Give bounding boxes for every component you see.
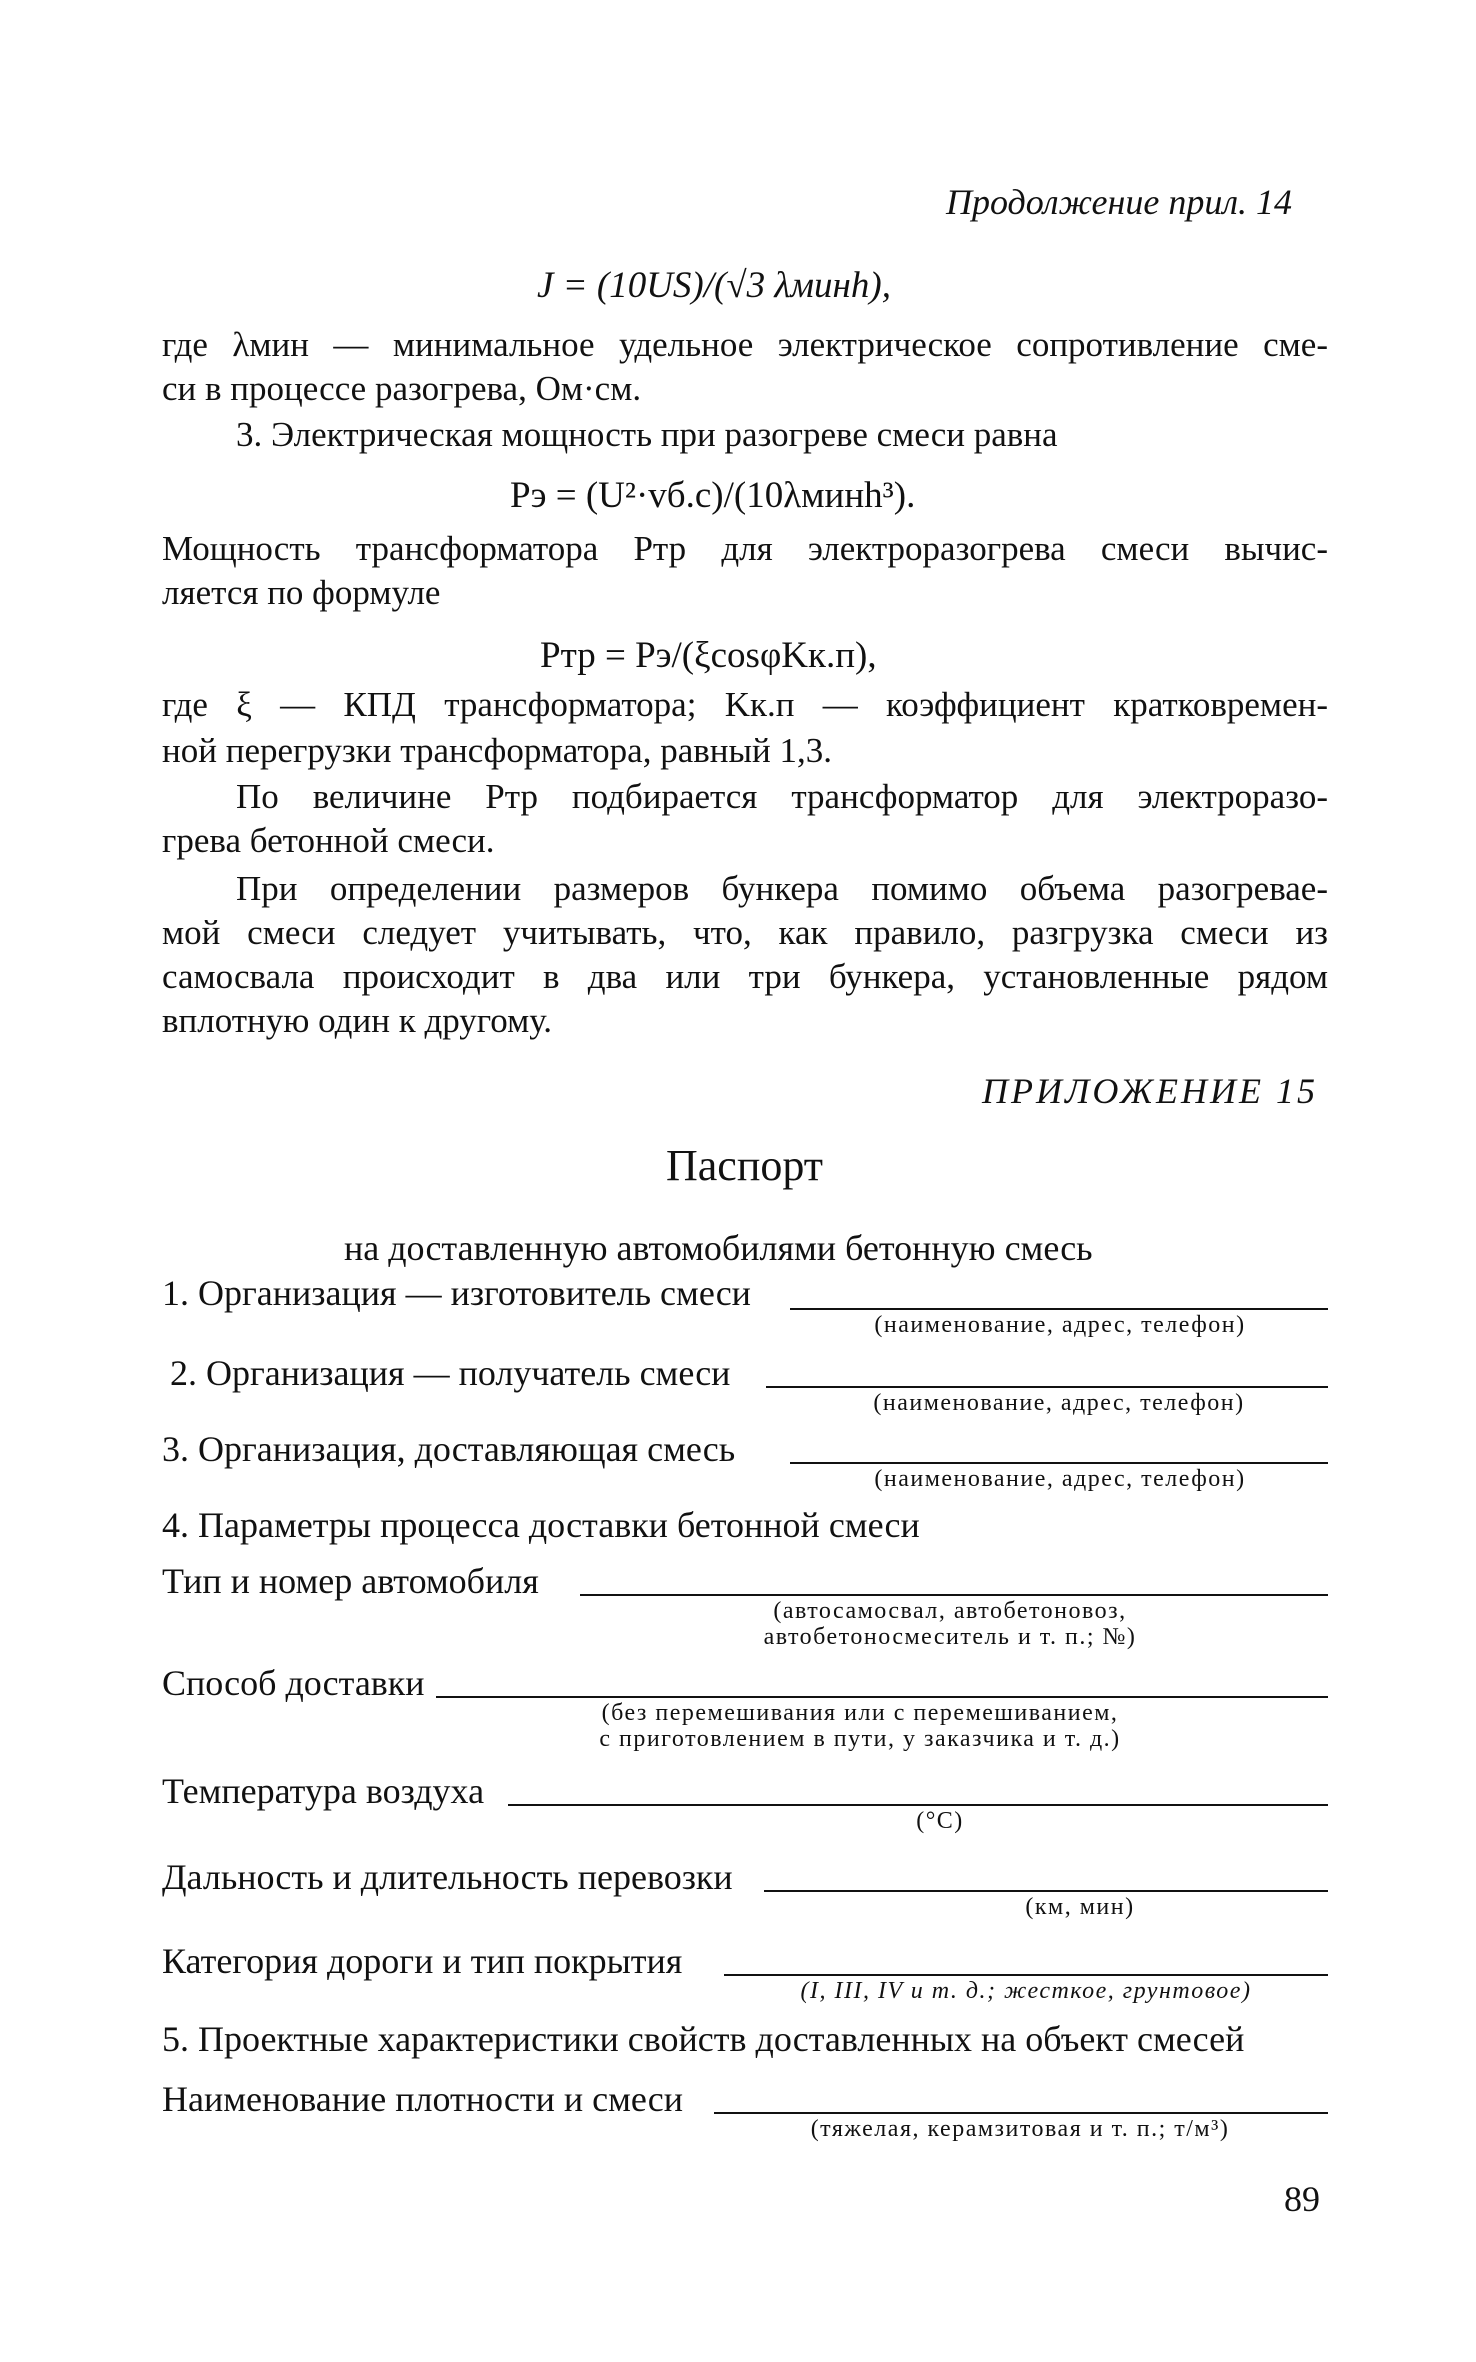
text-line: грева бетонной смеси. [162,821,495,860]
page-title: Паспорт [666,1141,824,1190]
field-temperature-label: Температура воздуха [162,1771,485,1811]
field-vehicle-label: Тип и номер автомобиля [162,1561,539,1601]
field-distance-label: Дальность и длительность перевозки [162,1857,733,1897]
text-line: По величине Pтр подбирается трансформатор для электроразо- [236,777,1328,816]
section-4-heading: 4. Параметры процесса доставки бетонной смеси [162,1505,920,1545]
text-line: самосвала происходит в два или три бункера, установленные рядом [162,957,1328,996]
field-temperature-hint: (°C) [916,1808,964,1834]
text-line: мой смеси следует учитывать, что, как правило, разгрузка смеси из [162,913,1328,952]
formula-current: J = (10US)/(√3 λминh), [537,265,891,306]
field-distance-hint: (км, мин) [1025,1894,1135,1920]
field-density-line[interactable] [714,2112,1328,2114]
text-line: ной перегрузки трансформатора, равный 1,3. [162,731,833,770]
formula-power-transformer: Pтр = Pэ/(ξcosφKк.п), [540,635,877,676]
text-line: 3. Электрическая мощность при разогреве смеси равна [236,415,1058,454]
field-carrier-line[interactable] [790,1462,1328,1464]
field-vehicle-hint: (автосамосвал, автобетоновоз, [773,1598,1127,1624]
section-5-heading: 5. Проектные характеристики свойств доставленных на объект смесей [162,2019,1245,2059]
text-line: где ξ — КПД трансформатора; Kк.п — коэффициент кратковремен- [162,685,1328,724]
text-line: где λмин — минимальное удельное электрическое сопротивление сме- [162,325,1328,364]
field-density-label: Наименование плотности и смеси [162,2079,684,2119]
text-line: си в процессе разогрева, Ом·см. [162,369,642,408]
field-manufacturer-hint: (наименование, адрес, телефон) [874,1312,1246,1338]
field-method-label: Способ доставки [162,1663,425,1703]
field-recipient-label: 2. Организация — получатель смеси [170,1353,731,1393]
field-vehicle-line[interactable] [580,1594,1328,1596]
field-density-hint: (тяжелая, керамзитовая и т. п.; т/м³) [810,2116,1230,2142]
field-temperature-line[interactable] [508,1804,1328,1806]
field-recipient-line[interactable] [766,1386,1328,1388]
field-method-hint: (без перемешивания или с перемешиванием, [601,1700,1119,1726]
formula-power-heating: Pэ = (U²·vб.с)/(10λминh³). [510,475,916,516]
field-carrier-label: 3. Организация, доставляющая смесь [162,1429,736,1469]
text-line: вплотную один к другому. [162,1001,553,1040]
field-method-line[interactable] [436,1696,1328,1698]
page-number: 89 [1284,2179,1320,2219]
text-line: При определении размеров бункера помимо объема разогревае- [236,869,1328,908]
appendix-label: ПРИЛОЖЕНИЕ 15 [982,1071,1318,1111]
field-road-label: Категория дороги и тип покрытия [162,1941,683,1981]
field-manufacturer-label: 1. Организация — изготовитель смеси [162,1273,751,1313]
field-recipient-hint: (наименование, адрес, телефон) [873,1390,1245,1416]
field-distance-line[interactable] [764,1890,1328,1892]
field-method-hint: с приготовлением в пути, у заказчика и т. д.) [599,1726,1121,1752]
text-line: ляется по формуле [162,573,441,612]
page-subtitle: на доставленную автомобилями бетонную смесь [344,1228,1093,1268]
field-vehicle-hint: автобетоносмеситель и т. п.; №) [763,1624,1137,1650]
continuation-header: Продолжение прил. 14 [946,182,1293,222]
field-road-hint: (I, III, IV и т. д.; жесткое, грунтовое) [800,1978,1252,2004]
field-carrier-hint: (наименование, адрес, телефон) [874,1466,1246,1492]
text-line: Мощность трансформатора Pтр для электроразогрева смеси вычис- [162,529,1328,568]
field-manufacturer-line[interactable] [790,1308,1328,1310]
field-road-line[interactable] [724,1974,1328,1976]
